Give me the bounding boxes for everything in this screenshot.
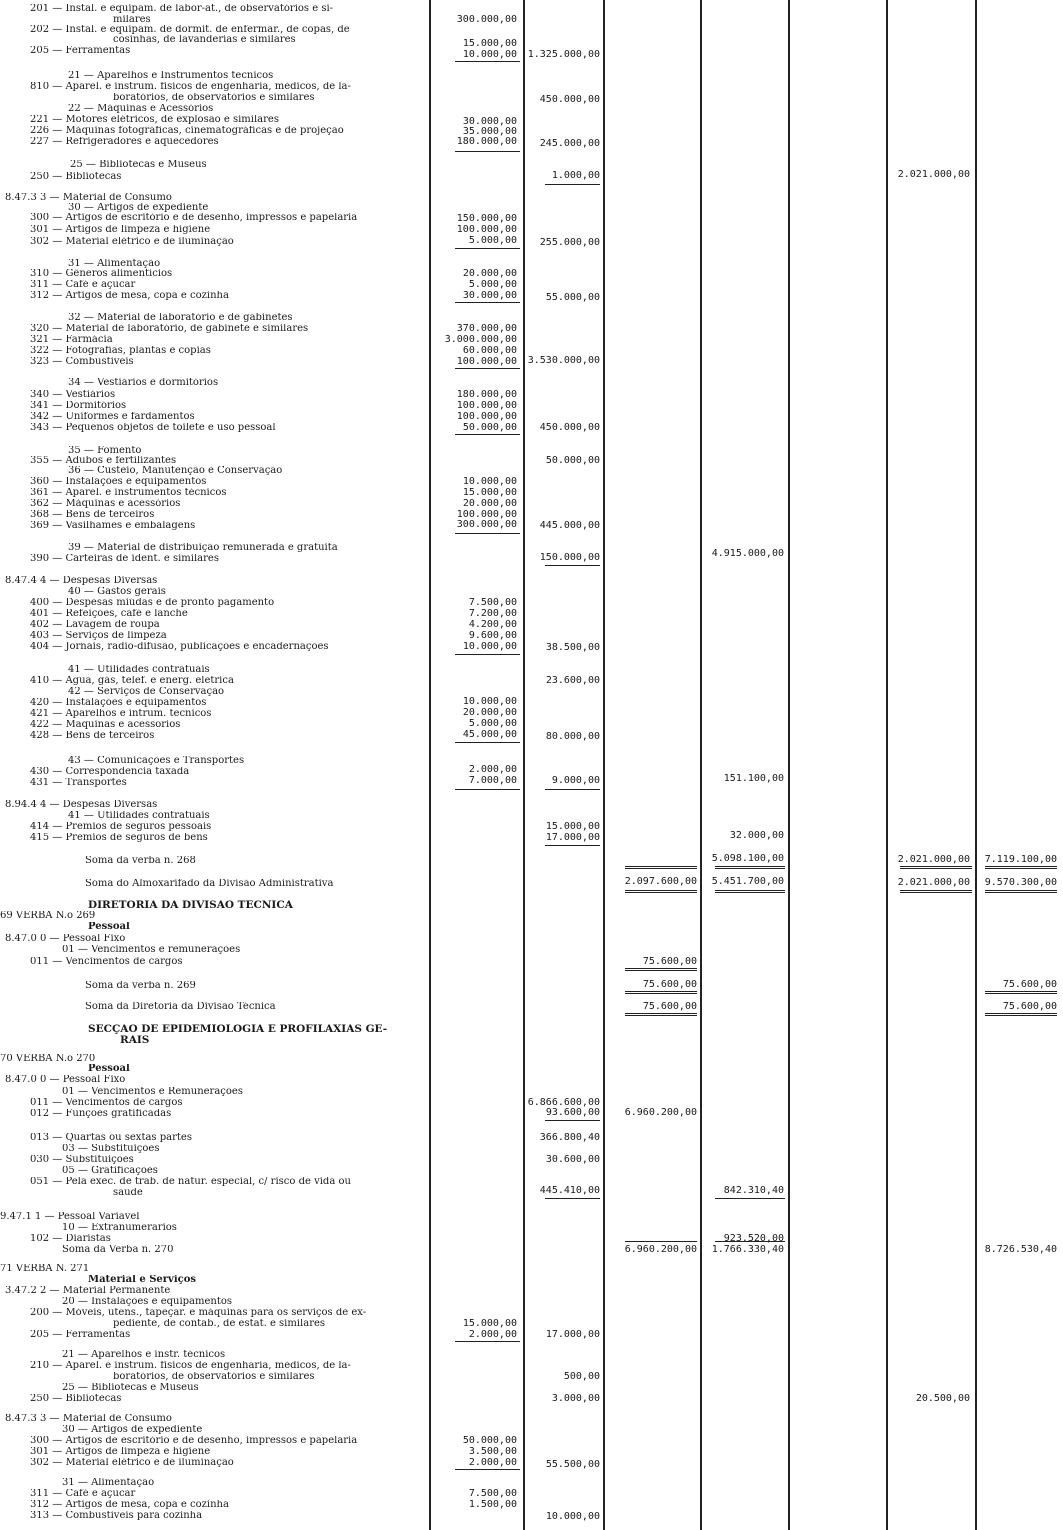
- amount-value: 450.000,00: [539, 422, 600, 433]
- amount-value: 1.766.330,40: [711, 1244, 784, 1255]
- ledger-line: Soma da verba n. 269: [85, 981, 196, 991]
- amount-value: 150.000,00: [539, 552, 600, 563]
- ledger-line: 421 — Aparelhos e intrum. tecnicos: [30, 709, 212, 719]
- ledger-line: 401 — Refeições, café e lanche: [30, 609, 188, 619]
- amount-value: 150.000,00: [456, 213, 517, 224]
- total-rule: [985, 991, 1057, 994]
- ledger-line: 013 — Quartas ou sextas partes: [30, 1133, 192, 1143]
- amount-value: 20.000,00: [462, 707, 517, 718]
- ledger-line: 201 — Instal. e equipam. de labor-at., de observatórios e si-: [30, 4, 334, 14]
- amount-value: 45.000,00: [462, 729, 517, 740]
- ledger-line: 210 — Aparel. e instrum. físicos de engenharia, médicos, de la-: [30, 1361, 351, 1371]
- ledger-line: 205 — Ferramentas: [30, 46, 131, 56]
- amount-value: 923.520,00: [723, 1233, 784, 1244]
- subtotal-rule: [545, 1120, 600, 1121]
- ledger-line: 355 — Adubos e fertilizantes: [30, 456, 177, 466]
- ledger-line: 011 — Vencimentos de cargos: [30, 1098, 183, 1108]
- ledger-line: 030 — Substituições: [30, 1155, 134, 1165]
- amount-value: 10.000,00: [462, 476, 517, 487]
- amount-value: 10.000,00: [545, 1511, 600, 1522]
- ledger-line: 390 — Carteiras de ident. e similares: [30, 554, 219, 564]
- amount-value: 6.866.600,00: [527, 1097, 600, 1108]
- total-rule: [625, 991, 697, 994]
- amount-value: 30.000,00: [462, 116, 517, 127]
- amount-value: 75.600,00: [1002, 1001, 1057, 1012]
- ledger-line: 71 VERBA N. 271: [0, 1264, 90, 1274]
- ledger-line: 8.47.3 3 — Material de Consumo: [5, 193, 172, 203]
- ledger-line: 300 — Artigos de escritório e de desenho, impressos e papelaria: [30, 213, 358, 223]
- amount-value: 300.000,00: [456, 14, 517, 25]
- amount-value: 3.530.000,00: [527, 355, 600, 366]
- amount-value: 2.021.000,00: [897, 854, 970, 865]
- ledger-line: 01 — Vencimentos e Remunerações: [62, 1087, 243, 1097]
- amount-value: 2.000,00: [468, 764, 517, 775]
- amount-value: 9.570.300,00: [984, 877, 1057, 888]
- amount-value: 445.410,00: [539, 1185, 600, 1196]
- ledger-line: 03 — Substituições: [62, 1144, 160, 1154]
- ledger-line: 414 — Premios de seguros pessoais: [30, 822, 212, 832]
- ledger-line: 10 — Extranumerarios: [62, 1223, 177, 1233]
- ledger-line: 368 — Bens de terceiros: [30, 510, 155, 520]
- ledger-line: 428 — Bens de terceiros: [30, 731, 155, 741]
- ledger-line: 8.47.4 4 — Despesas Diversas: [5, 576, 158, 586]
- amount-value: 23.600,00: [545, 675, 600, 686]
- ledger-line: boratórios, de observatórios e similares: [113, 93, 315, 103]
- ledger-line: saude: [113, 1188, 143, 1198]
- amount-value: 93.600,00: [545, 1107, 600, 1118]
- column-divider: [700, 0, 702, 1530]
- ledger-line: 312 — Artigos de mesa, copa e cozinha: [30, 291, 229, 301]
- ledger-line: Soma da verba n. 268: [85, 856, 196, 866]
- ledger-line: 402 — Lavagem de roupa: [30, 620, 160, 630]
- total-rule: [985, 1013, 1057, 1016]
- column-divider: [523, 0, 525, 1530]
- ledger-line: 312 — Artigos de mesa, copa e cozinha: [30, 1500, 229, 1510]
- ledger-line: Soma da Verba n. 270: [62, 1245, 174, 1255]
- ledger-line: 227 — Refrigeradores e aquecedores: [30, 137, 219, 147]
- ledger-line: 301 — Artigos de limpeza e higiene: [30, 225, 211, 235]
- amount-value: 3.500,00: [468, 1446, 517, 1457]
- column-divider: [788, 0, 790, 1530]
- amount-value: 100.000,00: [456, 224, 517, 235]
- subtotal-rule: [455, 533, 520, 534]
- ledger-line: 302 — Material elétrico e de iluminação: [30, 1458, 234, 1468]
- ledger-line: boratórios, de observatórios e similares: [113, 1372, 315, 1382]
- amount-value: 6.960.200,00: [624, 1107, 697, 1118]
- amount-value: 6.960.200,00: [624, 1244, 697, 1255]
- amount-value: 2.021.000,00: [897, 877, 970, 888]
- subtotal-rule: [455, 1341, 520, 1342]
- ledger-line: 361 — Aparel. e instrumentos técnicos: [30, 488, 227, 498]
- ledger-line: 36 — Custeio, Manutenção e Conservação: [68, 466, 283, 476]
- amount-value: 450.000,00: [539, 94, 600, 105]
- amount-value: 445.000,00: [539, 520, 600, 531]
- amount-value: 2.097.600,00: [624, 876, 697, 887]
- ledger-line: 39 — Material de distribuição remunerada e gratuita: [68, 543, 338, 553]
- subtotal-rule: [455, 789, 520, 790]
- amount-value: 75.600,00: [642, 956, 697, 967]
- amount-value: 10.000,00: [462, 49, 517, 60]
- ledger-line: 25 — Bibliotecas e Museus: [70, 160, 207, 170]
- ledger-line: 420 — Instalações e equipamentos: [30, 698, 207, 708]
- amount-value: 50.000,00: [545, 455, 600, 466]
- ledger-line: 43 — Comunicações e Transportes: [68, 756, 245, 766]
- amount-value: 180.000,00: [456, 136, 517, 147]
- ledger-line: Soma do Almoxarifado da Divisão Administrativa: [85, 879, 334, 889]
- ledger-line: 205 — Ferramentas: [30, 1330, 131, 1340]
- total-rule: [900, 866, 972, 869]
- ledger-line: 302 — Material elétrico e de iluminação: [30, 237, 234, 247]
- amount-value: 370.000,00: [456, 323, 517, 334]
- total-rule: [985, 890, 1057, 893]
- amount-value: 38.500,00: [545, 642, 600, 653]
- total-rule: [625, 968, 697, 971]
- amount-value: 15.000,00: [462, 487, 517, 498]
- amount-value: 151.100,00: [723, 773, 784, 784]
- amount-value: 55.500,00: [545, 1459, 600, 1470]
- ledger-line: 25 — Bibliotecas e Museus: [62, 1383, 199, 1393]
- amount-value: 255.000,00: [539, 237, 600, 248]
- ledger-line: 05 — Gratificações: [62, 1166, 158, 1176]
- ledger-line: 01 — Vencimentos e remunerações: [62, 945, 241, 955]
- amount-value: 15.000,00: [462, 1318, 517, 1329]
- ledger-line: 42 — Serviços de Conservação: [68, 687, 225, 697]
- amount-value: 10.000,00: [462, 696, 517, 707]
- ledger-line: DIRETORIA DA DIVISÃO TECNICA: [88, 900, 293, 911]
- ledger-line: 202 — Instal. e equipam. de dormit. de enfermar., de copas, de: [30, 25, 350, 35]
- amount-value: 7.500,00: [468, 1488, 517, 1499]
- ledger-line: 250 — Bibliotecas: [30, 172, 122, 182]
- ledger-line: 051 — Pela exec. de trab. de natur. especial, c/ risco de vida ou: [30, 1177, 351, 1187]
- ledger-line: 415 — Premios de seguros de bens: [30, 833, 208, 843]
- ledger-line: 321 — Farmácia: [30, 335, 113, 345]
- ledger-line: 301 — Artigos de limpeza e higiene: [30, 1447, 211, 1457]
- ledger-line: 300 — Artigos de escritório e de desenho, impressos e papelaria: [30, 1436, 358, 1446]
- amount-value: 5.000,00: [468, 279, 517, 290]
- ledger-line: 8.47.3 3 — Material de Consumo: [5, 1414, 172, 1424]
- ledger-line: 21 — Aparelhos e instr. técnicos: [62, 1350, 226, 1360]
- amount-value: 5.000,00: [468, 235, 517, 246]
- amount-value: 180.000,00: [456, 389, 517, 400]
- ledger-line: 32 — Material de laboratório e de gabinetes: [68, 313, 293, 323]
- ledger-line: 30 — Artigos de expediente: [68, 203, 209, 213]
- amount-value: 500,00: [563, 1371, 600, 1382]
- ledger-line: 30 — Artigos de expediente: [62, 1425, 203, 1435]
- ledger-line: 311 — Café e açucar: [30, 280, 136, 290]
- amount-value: 7.200,00: [468, 608, 517, 619]
- ledger-line: 323 — Combustíveis: [30, 357, 134, 367]
- ledger-line: 41 — Utilidades contratuais: [68, 665, 210, 675]
- amount-value: 366.800,40: [539, 1132, 600, 1143]
- amount-value: 9.600,00: [468, 630, 517, 641]
- subtotal-rule: [545, 789, 600, 790]
- ledger-line: 410 — Agua, gás, telef. e energ. eletrica: [30, 676, 234, 686]
- total-rule: [715, 890, 785, 893]
- ledger-line: 341 — Dormitórios: [30, 401, 127, 411]
- total-rule: [900, 890, 972, 893]
- ledger-line: 69 VERBA N.o 269: [0, 911, 96, 921]
- ledger-line: cosinhas, de lavanderias e similares: [113, 35, 296, 45]
- ledger-line: Soma da Diretoria da Divisão Técnica: [85, 1002, 276, 1012]
- total-rule: [625, 1013, 697, 1016]
- total-rule: [625, 866, 697, 869]
- column-divider: [886, 0, 888, 1530]
- amount-value: 35.000,00: [462, 126, 517, 137]
- amount-value: 7.500,00: [468, 597, 517, 608]
- amount-value: 3.000,00: [551, 1393, 600, 1404]
- amount-value: 1.000,00: [551, 170, 600, 181]
- ledger-line: 343 — Pequenos objetos de toilete e uso pessoal: [30, 423, 276, 433]
- ledger-line: 31 — Alimentação: [68, 259, 161, 269]
- ledger-line: 311 — Café e açucar: [30, 1489, 136, 1499]
- ledger-line: 310 — Gêneros alimentícios: [30, 269, 173, 279]
- ledger-line: 35 — Fomento: [68, 446, 142, 456]
- ledger-line: 403 — Serviços de limpeza: [30, 631, 167, 641]
- ledger-line: Material e Serviços: [88, 1275, 197, 1285]
- amount-value: 5.000,00: [468, 718, 517, 729]
- amount-value: 30.600,00: [545, 1154, 600, 1165]
- amount-value: 75.600,00: [642, 1001, 697, 1012]
- ledger-line: RAIS: [120, 1035, 150, 1046]
- ledger-line: Pessoal: [88, 1064, 130, 1074]
- ledger-line: 226 — Máquinas fotográficas, cinematográficas e de projeção: [30, 126, 344, 136]
- amount-value: 10.000,00: [462, 641, 517, 652]
- amount-value: 2.021.000,00: [897, 169, 970, 180]
- ledger-line: 404 — Jornais, radio-difusão, publicações e encadernações: [30, 642, 329, 652]
- ledger-line: 8.47.0 0 — Pessoal Fixo: [5, 934, 126, 944]
- amount-value: 100.000,00: [456, 411, 517, 422]
- total-rule: [625, 890, 697, 893]
- total-rule: [715, 866, 785, 869]
- column-divider: [975, 0, 977, 1530]
- ledger-line: 21 — Aparelhos e Instrumentos tecnicos: [68, 71, 274, 81]
- amount-value: 32.000,00: [729, 830, 784, 841]
- ledger-line: 369 — Vasilhames e embalagens: [30, 521, 196, 531]
- amount-value: 245.000,00: [539, 138, 600, 149]
- ledger-line: 250 — Bibliotecas: [30, 1394, 122, 1404]
- amount-value: 15.000,00: [462, 38, 517, 49]
- amount-value: 5.098.100,00: [711, 853, 784, 864]
- ledger-line: 011 — Vencimentos de cargos: [30, 957, 183, 967]
- ledger-line: 102 — Diaristas: [30, 1234, 111, 1244]
- amount-value: 100.000,00: [456, 400, 517, 411]
- ledger-line: 41 — Utilidades contratuais: [68, 811, 210, 821]
- amount-value: 100.000,00: [456, 509, 517, 520]
- total-rule: [985, 866, 1057, 869]
- column-divider: [603, 0, 605, 1530]
- amount-value: 75.600,00: [1002, 979, 1057, 990]
- amount-value: 50.000,00: [462, 1435, 517, 1446]
- subtotal-rule: [455, 434, 520, 435]
- ledger-line: 422 — Maquinas e acessorios: [30, 720, 181, 730]
- subtotal-rule: [455, 368, 520, 369]
- amount-value: 2.000,00: [468, 1457, 517, 1468]
- ledger-line: 34 — Vestiários e dormitórios: [68, 378, 219, 388]
- subtotal-rule: [545, 1198, 600, 1199]
- ledger-line: 400 — Despesas miúdas e de pronto pagamento: [30, 598, 275, 608]
- amount-value: 4.200,00: [468, 619, 517, 630]
- amount-value: 17.000,00: [545, 832, 600, 843]
- ledger-line: milares: [113, 15, 151, 25]
- amount-value: 2.000,00: [468, 1329, 517, 1340]
- amount-value: 17.000,00: [545, 1329, 600, 1340]
- ledger-line: 8.94.4 4 — Despesas Diversas: [5, 800, 158, 810]
- ledger-line: 8.47.0 0 — Pessoal Fixo: [5, 1075, 126, 1085]
- ledger-line: 221 — Motores elétricos, de explosão e similares: [30, 115, 279, 125]
- amount-value: 15.000,00: [545, 821, 600, 832]
- subtotal-rule: [455, 61, 520, 62]
- amount-value: 80.000,00: [545, 731, 600, 742]
- subtotal-rule: [545, 845, 600, 846]
- amount-value: 5.451.700,00: [711, 876, 784, 887]
- ledger-line: Pessoal: [88, 922, 130, 932]
- amount-value: 20.000,00: [462, 498, 517, 509]
- ledger-line: 200 — Móveis, utens., tapeçar. e máquinas para os serviços de ex-: [30, 1308, 367, 1318]
- amount-value: 20.000,00: [462, 268, 517, 279]
- ledger-line: pediente, de contab., de estat. e similares: [113, 1319, 326, 1329]
- amount-value: 3.000.000,00: [444, 334, 517, 345]
- amount-value: 1.325.000,00: [527, 49, 600, 60]
- amount-value: 20.500,00: [915, 1393, 970, 1404]
- amount-value: 30.000,00: [462, 290, 517, 301]
- amount-value: 100.000,00: [456, 356, 517, 367]
- ledger-line: 313 — Combustíveis para cozinha: [30, 1511, 203, 1521]
- amount-value: 7.119.100,00: [984, 854, 1057, 865]
- amount-value: 8.726.530,40: [984, 1244, 1057, 1255]
- ledger-line: 322 — Fotografias, plantas e copias: [30, 346, 211, 356]
- amount-value: 9.000,00: [551, 775, 600, 786]
- subtotal-rule: [545, 565, 600, 566]
- subtotal-rule: [455, 151, 520, 152]
- amount-value: 55.000,00: [545, 292, 600, 303]
- amount-value: 842.310,40: [723, 1185, 784, 1196]
- ledger-line: 20 — Instalações e equipamentos: [62, 1297, 233, 1307]
- subtotal-rule: [715, 1198, 785, 1199]
- amount-value: 4.915.000,00: [711, 548, 784, 559]
- amount-value: 300.000,00: [456, 519, 517, 530]
- ledger-line: 431 — Transportes: [30, 778, 127, 788]
- ledger-line: 40 — Gastos gerais: [68, 587, 166, 597]
- ledger-line: 70 VERBA N.o 270: [0, 1054, 96, 1064]
- ledger-line: 320 — Material de laboratório, de gabinete e similares: [30, 324, 309, 334]
- ledger-line: 360 — Instalações e equipamentos: [30, 477, 207, 487]
- subtotal-rule: [455, 654, 520, 655]
- subtotal-rule: [545, 184, 600, 185]
- amount-value: 50.000,00: [462, 422, 517, 433]
- ledger-line: 430 — Correspondencia taxada: [30, 767, 190, 777]
- amount-value: 75.600,00: [642, 979, 697, 990]
- ledger-line: 362 — Máquinas e acessórios: [30, 499, 181, 509]
- amount-value: 1.500,00: [468, 1499, 517, 1510]
- amount-value: 60.000,00: [462, 345, 517, 356]
- ledger-line: 810 — Aparel. e instrum. físicos de engenharia, médicos, de la-: [30, 82, 351, 92]
- ledger-line: 9.47.1 1 — Pessoal Variavel: [0, 1212, 140, 1222]
- subtotal-rule: [625, 1241, 697, 1242]
- ledger-line: 342 — Uniformes e fardamentos: [30, 412, 195, 422]
- ledger-line: 22 — Máquinas e Acessórios: [68, 104, 214, 114]
- ledger-line: 3.47.2 2 — Material Permanente: [5, 1286, 171, 1296]
- ledger-line: 012 — Funções gratificadas: [30, 1109, 172, 1119]
- ledger-line: SECÇÃO DE EPIDEMIOLOGIA E PROFILAXIAS GE-: [88, 1024, 388, 1035]
- amount-value: 7.000,00: [468, 775, 517, 786]
- ledger-line: 340 — Vestiários: [30, 390, 116, 400]
- ledger-line: 31 — Alimentação: [62, 1478, 155, 1488]
